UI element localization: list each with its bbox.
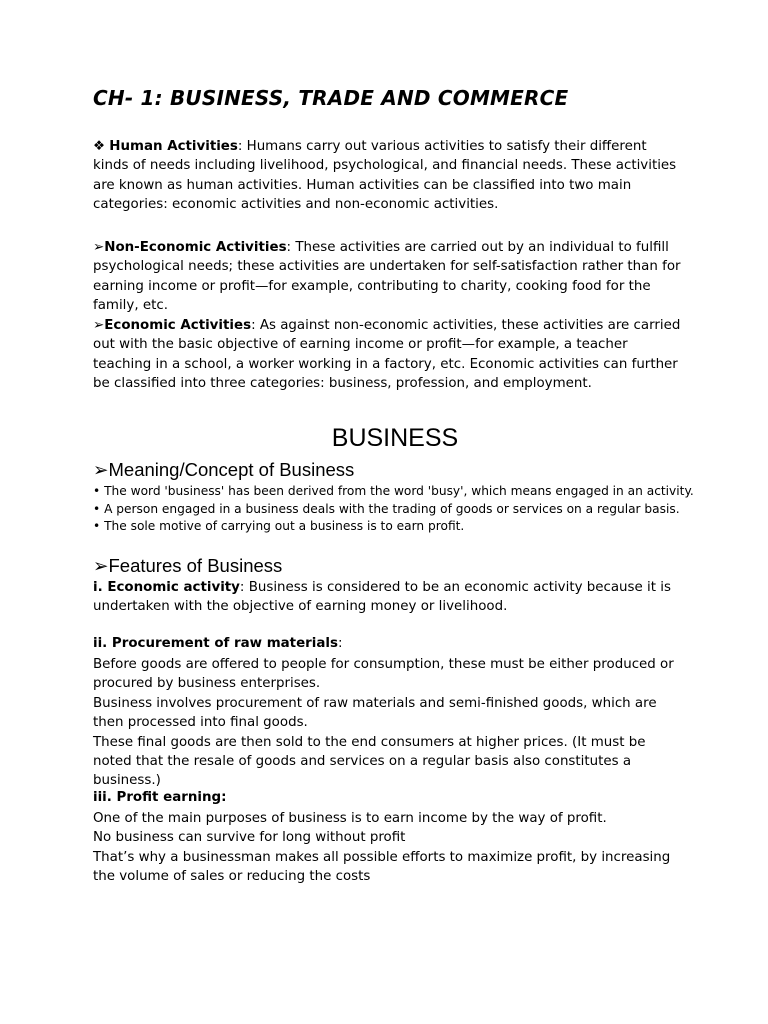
paragraph-line: One of the main purposes of business is to earn income by the way of profit. [93,811,607,826]
list-item: • The sole motive of carrying out a business is to earn profit. [93,519,465,534]
feature-procurement-colon: : [337,636,343,651]
meaning-heading: ➢Meaning/Concept of Business [93,459,355,480]
non-economic-paragraph [93,238,683,316]
list-item: • A person engaged in a business deals with the trading of goods or services on a regular basis. [93,501,680,516]
features-heading: ➢Features of Business [93,555,283,576]
non-economic-text: : These activities are carried out by an individual to fulfill psychological needs; these activities are undertaken for self-satisfaction rather than for earning income or profit—for example, contributing to charity, cooking food for the family, etc. [93,240,681,314]
feature-profit-heading: iii. Profit earning: [93,790,227,805]
paragraph-line: That’s why a businessman makes all possible efforts to maximize profit, by increasing the volume of sales or reducing the costs [93,849,671,885]
feature-procurement-body [93,655,683,791]
feature-economic-activity-text: : Business is considered to be an economic activity because it is undertaken with the objective of earning money or livelihood. [93,580,671,615]
feature-economic-activity [93,578,683,617]
list-item: • The word 'business' has been derived from the word 'busy', which means engaged in an activity. [93,484,694,498]
feature-profit-body [93,809,683,887]
meaning-bullet-list [93,483,693,536]
human-activities-label: Human Activities [109,139,238,154]
arrow-bullet-icon: ➢ [93,240,105,255]
paragraph-line: Before goods are offered to people for consumption, these must be either produced or procured by business enterprises. [93,657,674,692]
non-economic-label: Non-Economic Activities [104,240,287,255]
feature-procurement-label: ii. Procurement of raw materials [93,636,338,651]
paragraph-line: Business involves procurement of raw materials and semi-finished goods, which are then processed into final goods. [93,695,657,731]
feature-procurement-heading [93,636,342,651]
feature-economic-activity-label: i. Economic activity [93,580,240,595]
business-heading: BUSINESS [331,424,459,452]
paragraph-line: These final goods are then sold to the end consumers at higher prices. (It must be noted that the resale of goods and services on a regular basis also constitutes a business.) [93,734,646,789]
economic-label: Economic Activities [104,318,252,333]
paragraph-line: No business can survive for long without profit [93,830,406,846]
arrow-bullet-icon: ➢ [93,318,105,333]
human-activities-text: : Humans carry out various activities to satisfy their different kinds of needs including livelihood, psychological, and financial needs. These activities are known as human activities. Human activities can be classified into two main categories: economic activities and non-economic activities. [93,139,677,213]
chapter-title: CH- 1: BUSINESS, TRADE AND COMMERCE [93,86,569,110]
diamond-bullet-icon: ❖ [93,139,106,154]
economic-paragraph [93,316,683,394]
economic-text: : As against non-economic activities, these activities are carried out with the basic objective of earning income or profit—for example, a teacher teaching in a school, a worker working in a factory, etc. Economic activities can further be classified into three categories: business, profession, and employment. [93,318,681,392]
human-activities-paragraph [93,137,683,215]
